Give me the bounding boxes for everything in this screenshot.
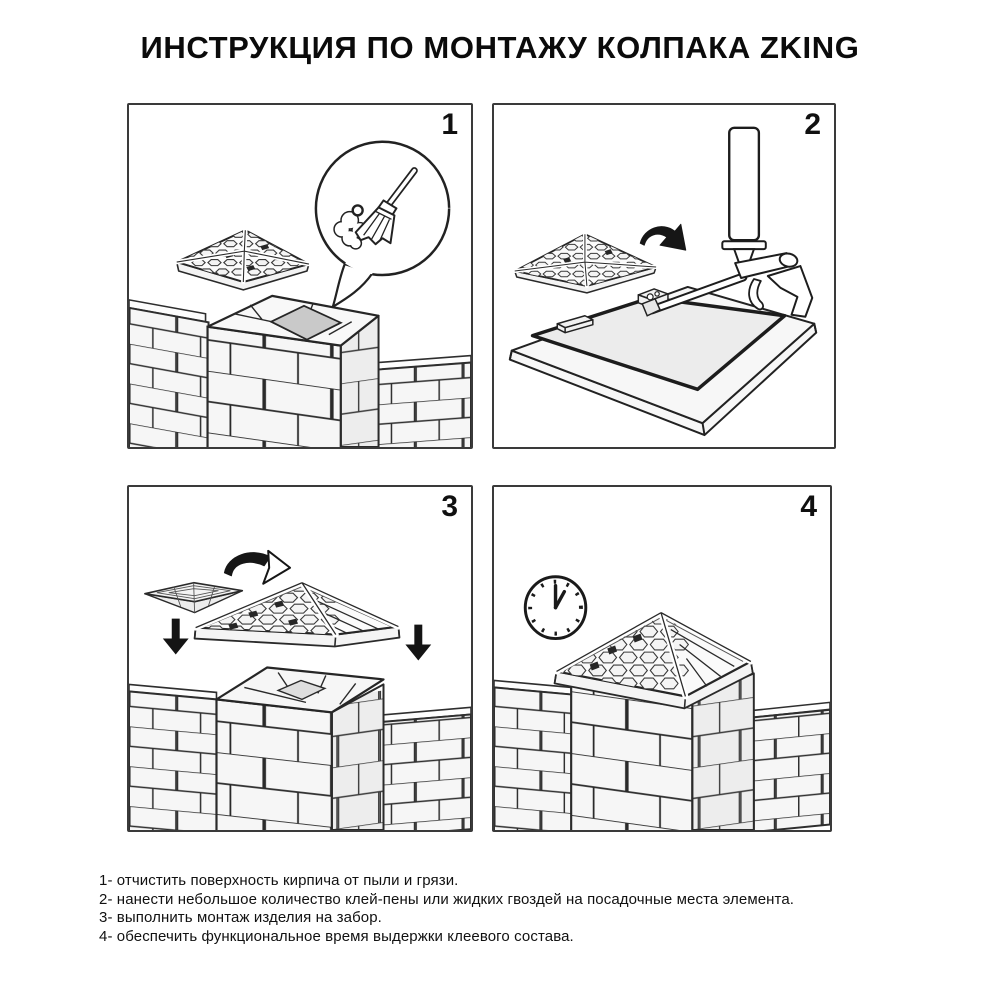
- brick-wall-right: [379, 356, 471, 447]
- flip-arrow-icon: [224, 551, 290, 584]
- cap-flipped-small: [145, 583, 242, 613]
- instruction-line-2: 2- нанести небольшое количество клей-пены или жидких гвоздей на посадочные места элемента.: [99, 890, 795, 908]
- brick-wall-right: [754, 702, 830, 830]
- brick-pillar-front: [208, 327, 341, 447]
- step4-illustration: [494, 487, 830, 830]
- instruction-line-3: 3- выполнить монтаж изделия на забор.: [99, 909, 382, 927]
- step-number: 4: [800, 490, 817, 523]
- foam-gun-icon: [642, 128, 812, 317]
- panel-step-1: [127, 103, 473, 449]
- brick-wall-left: [129, 300, 209, 447]
- instruction-line-1: 1- отчистить поверхность кирпича от пыли и грязи.: [99, 872, 459, 889]
- panel-step-4: [492, 485, 832, 832]
- step3-illustration: [129, 487, 471, 830]
- down-arrow-icon-left: [163, 619, 189, 655]
- instruction-list: [99, 872, 794, 946]
- clock-icon: [525, 577, 586, 639]
- brick-wall-left: [494, 680, 573, 830]
- brick-wall-right: [378, 707, 471, 830]
- panel-step-2: [492, 103, 836, 449]
- cap-element-small: [513, 234, 659, 293]
- step2-illustration: [494, 105, 834, 447]
- page-title: ИНСТРУКЦИЯ ПО МОНТАЖУ КОЛПАКА ZKING: [140, 30, 860, 65]
- down-arrow-icon-right: [405, 625, 431, 661]
- brick-pillar-front: [216, 699, 331, 830]
- panel-step-3: [127, 485, 473, 832]
- cap-element: [177, 230, 309, 290]
- step1-illustration: [129, 105, 471, 447]
- brick-wall-left: [129, 684, 218, 830]
- instruction-line-4: 4- обеспечить функциональное время выдержки клеевого состава.: [99, 927, 574, 945]
- flip-arrow-icon: [640, 224, 685, 250]
- step-number: 1: [441, 108, 458, 141]
- step-number: 3: [441, 490, 458, 523]
- step-number: 2: [804, 108, 821, 141]
